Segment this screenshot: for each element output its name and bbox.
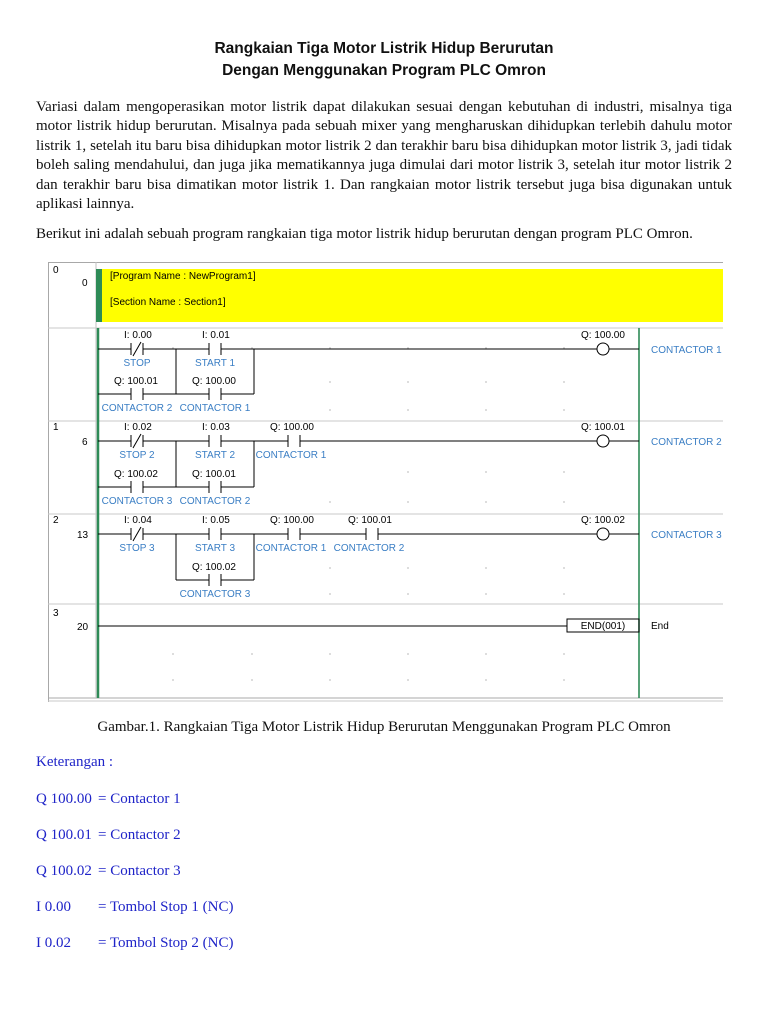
- legend-item: [36, 935, 233, 952]
- legend-heading: Keterangan :: [36, 754, 114, 770]
- address-label: Q: 100.01: [114, 376, 158, 387]
- element-comment: CONTACTOR 3: [179, 589, 251, 600]
- legend-code: I 0.00: [36, 899, 71, 915]
- end-instruction-label: END(001): [580, 621, 626, 632]
- address-label: Q: 100.00: [581, 330, 625, 341]
- end-comment: End: [651, 621, 669, 632]
- title-line-1: Rangkaian Tiga Motor Listrik Hidup Berurutan: [214, 40, 554, 57]
- section-header-marker: [96, 269, 102, 322]
- element-comment: START 3: [194, 543, 236, 554]
- intro-paragraph: Variasi dalam mengoperasikan motor listrik dapat dilakukan sesuai dengan kebutuhan di industri, misalnya tiga motor listrik hidup berurutan. Misalnya pada sebuah mixer yang mengharuskan dihidupkan terlebih dahulu motor listrik 1, setelah itu baru bisa dihidupkan motor listrik 2 dan terakhir baru bisa dihidupkan motor listrik 3, jadi tidak boleh saling mendahului, dan juga jika mematikannya juga dimulai dari motor listrik 3, setelah itur motor listrik 2 dan terakhir baru bisa dimatikan motor listrik 1. Dan rangkaian motor listrik tersebut juga bisa digunakan untuk aplikasi lainnya.: [36, 99, 732, 213]
- address-label: Q: 100.01: [581, 422, 625, 433]
- coil-comment: CONTACTOR 3: [651, 530, 722, 541]
- address-label: I: 0.00: [124, 330, 152, 341]
- title-line-2: Dengan Menggunakan Program PLC Omron: [222, 62, 546, 79]
- legend-code: Q 100.00: [36, 791, 92, 807]
- element-comment: CONTACTOR 1: [255, 450, 327, 461]
- element-comment: CONTACTOR 2: [179, 496, 251, 507]
- address-label: I: 0.03: [202, 422, 230, 433]
- element-comment: CONTACTOR 1: [255, 543, 327, 554]
- program-name: [Program Name : NewProgram1]: [110, 271, 256, 282]
- rung-number: 2: [53, 515, 59, 526]
- header-rung-number: 0: [53, 265, 59, 276]
- legend-item: [36, 791, 181, 808]
- address-label: Q: 100.00: [270, 422, 314, 433]
- figure-caption: Gambar.1. Rangkaian Tiga Motor Listrik Hidup Berurutan Menggunakan Program PLC Omron: [97, 719, 671, 735]
- element-comment: STOP 3: [119, 543, 155, 554]
- legend-desc: = Tombol Stop 2 (NC): [98, 935, 234, 951]
- legend-item: [36, 827, 181, 844]
- rung-number: 1: [53, 422, 59, 433]
- element-comment: CONTACTOR 2: [333, 543, 405, 554]
- address-label: Q: 100.02: [192, 562, 236, 573]
- address-label: I: 0.04: [124, 515, 152, 526]
- element-comment: STOP: [123, 358, 151, 369]
- section-name: [Section Name : Section1]: [110, 297, 226, 308]
- step-number: 13: [77, 530, 89, 541]
- document-title: [0, 38, 768, 82]
- header-step-number: 0: [82, 278, 88, 289]
- element-comment: CONTACTOR 3: [101, 496, 173, 507]
- legend-code: Q 100.02: [36, 863, 92, 879]
- legend-desc: = Contactor 3: [98, 863, 181, 879]
- address-label: I: 0.01: [202, 330, 230, 341]
- legend-desc: = Contactor 1: [98, 791, 181, 807]
- legend-desc: = Contactor 2: [98, 827, 181, 843]
- element-comment: START 2: [194, 450, 236, 461]
- address-label: Q: 100.01: [348, 515, 392, 526]
- element-comment: START 1: [194, 358, 236, 369]
- step-number: 20: [77, 622, 89, 633]
- address-label: Q: 100.00: [270, 515, 314, 526]
- element-comment: STOP 2: [119, 450, 155, 461]
- step-number: 6: [82, 437, 88, 448]
- legend-code: I 0.02: [36, 935, 71, 951]
- ladder-diagram: [48, 262, 723, 702]
- legend-desc: = Tombol Stop 1 (NC): [98, 899, 234, 915]
- address-label: Q: 100.00: [192, 376, 236, 387]
- address-label: I: 0.05: [202, 515, 230, 526]
- legend-code: Q 100.01: [36, 827, 92, 843]
- lead-paragraph: Berikut ini adalah sebuah program rangkaian tiga motor listrik hidup berurutan dengan program PLC Omron.: [36, 226, 693, 242]
- address-label: Q: 100.02: [114, 469, 158, 480]
- rung-number: 3: [53, 608, 59, 619]
- coil-comment: CONTACTOR 1: [651, 345, 722, 356]
- coil-comment: CONTACTOR 2: [651, 437, 722, 448]
- legend-item: [36, 863, 181, 880]
- element-comment: CONTACTOR 2: [101, 403, 173, 414]
- address-label: I: 0.02: [124, 422, 152, 433]
- element-comment: CONTACTOR 1: [179, 403, 251, 414]
- address-label: Q: 100.02: [581, 515, 625, 526]
- address-label: Q: 100.01: [192, 469, 236, 480]
- legend-item: [36, 899, 233, 916]
